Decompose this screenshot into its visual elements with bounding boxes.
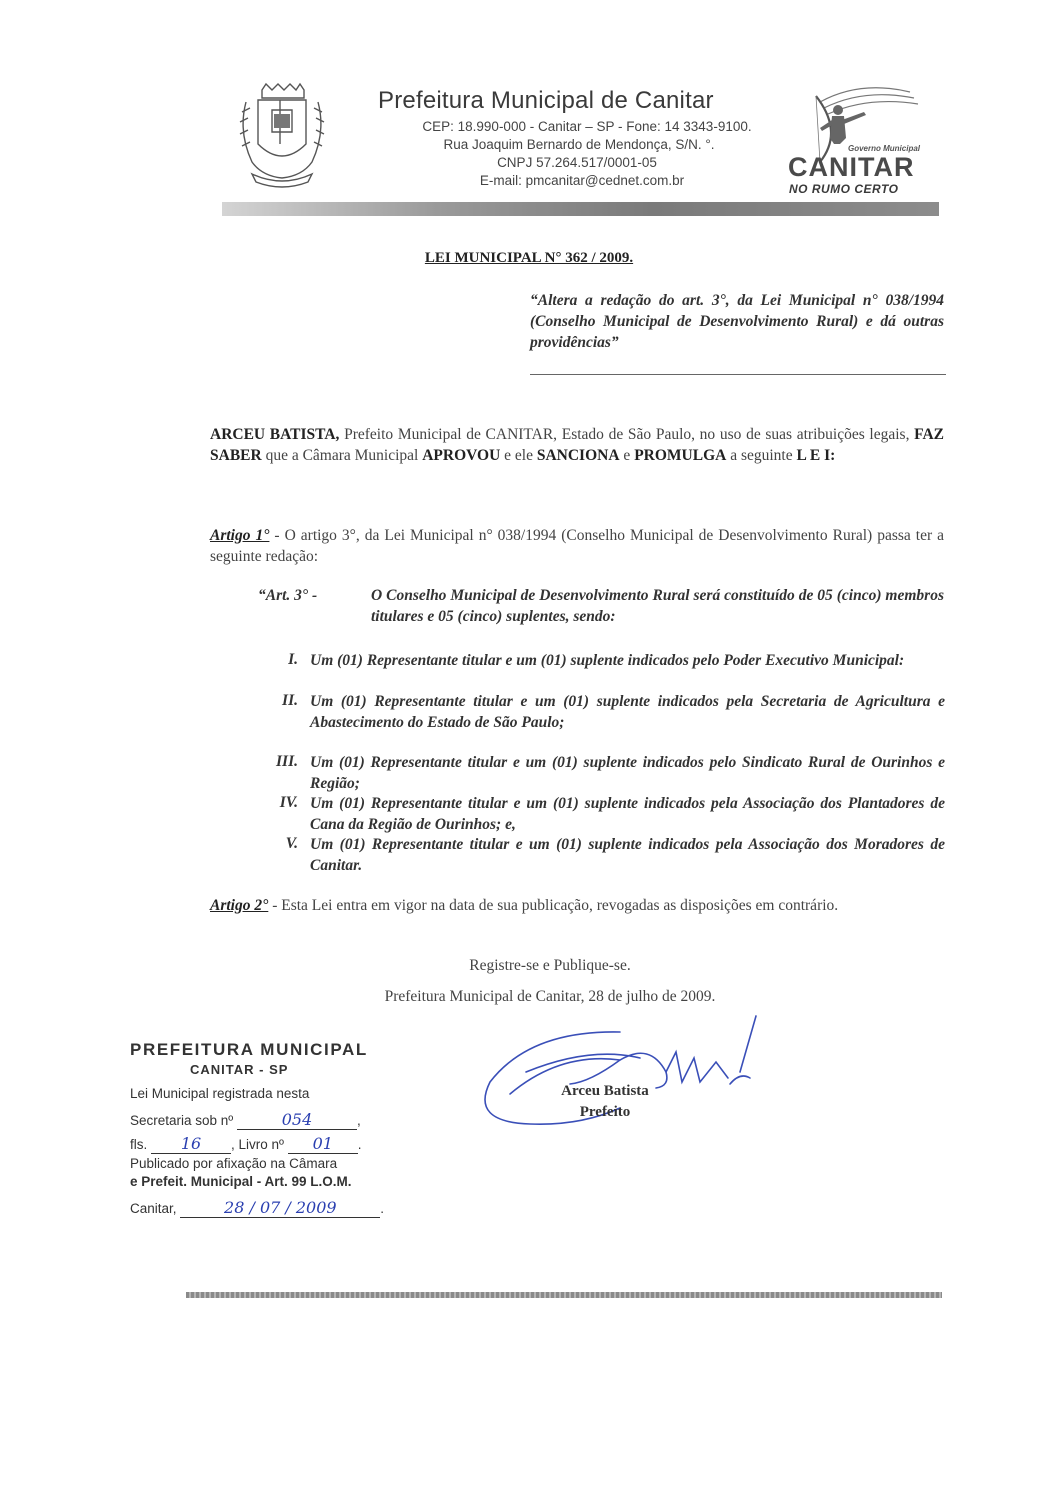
faz-saber: FAZ SABER (210, 426, 944, 464)
item-numeral: IV. (279, 794, 298, 811)
stamp-line: fls. 16 , Livro nº 01 . (130, 1134, 362, 1153)
promulga: PROMULGA (634, 446, 727, 464)
preamble-text: que a Câmara Municipal (261, 446, 423, 464)
item-numeral: III. (276, 753, 298, 770)
footer-divider (186, 1292, 942, 1298)
stamp-field (180, 1198, 380, 1218)
handwritten-register-number: 054 (281, 1110, 313, 1129)
lei-label: L E I: (796, 446, 836, 464)
item-text: Um (01) Representante titular e um (01) suplente indicados pela Associação dos Moradores de Canitar. (310, 836, 945, 874)
stamp-city: CANITAR - SP (190, 1062, 289, 1077)
preamble-text: Prefeito Municipal de CANITAR, Estado de São Paulo, no uso de suas atribuições legais, (339, 426, 915, 443)
aprovou: APROVOU (422, 446, 501, 464)
stamp-line: Canitar, 28 / 07 / 2009 . (130, 1198, 385, 1217)
header-address-line2: Rua Joaquim Bernardo de Mendonça, S/N. °. (443, 137, 715, 152)
logo-slogan: NO RUMO CERTO (789, 182, 899, 196)
artigo-2-text: - Esta Lei entra em vigor na data de sua publicação, revogadas as disposições em contrário. (268, 897, 839, 914)
header-email: E-mail: pmcanitar@cednet.com.br (479, 173, 685, 188)
stamp-field (288, 1134, 358, 1154)
stamp-title: PREFEITURA MUNICIPAL (130, 1040, 368, 1059)
handwritten-book: 01 (312, 1134, 333, 1153)
mayor-name: ARCEU BATISTA, (210, 426, 340, 443)
stamp-line: Secretaria sob nº 054 , (130, 1110, 361, 1129)
header-cnpj: CNPJ 57.264.517/0001-05 (497, 155, 657, 170)
stamp-label: Secretaria sob nº (130, 1113, 234, 1128)
header-address-line1: CEP: 18.990-000 - Canitar – SP - Fone: 14 3343-9100. (422, 119, 752, 134)
header-title: Prefeitura Municipal de Canitar (378, 87, 714, 114)
item-numeral: I. (288, 651, 298, 668)
stamp-label: Canitar, (130, 1201, 177, 1216)
stamp-field (237, 1110, 357, 1130)
logo-gov-text: Governo Municipal (848, 144, 921, 153)
signatory-role: Prefeito (579, 1104, 631, 1120)
item-text: Um (01) Representante titular e um (01) suplente indicados pelo Sindicato Rural de Ourinhos e Região; (310, 754, 945, 792)
stamp-label: , Livro nº (231, 1137, 284, 1152)
law-title: LEI MUNICIPAL N° 362 / 2009. (424, 250, 634, 266)
preamble-text: e ele (500, 446, 537, 464)
summary-underline (530, 374, 946, 375)
item-numeral: II. (282, 692, 298, 709)
artigo-2-label: Artigo 2° (210, 897, 269, 914)
sanciona: SANCIONA (536, 446, 620, 464)
preamble-text: e (619, 446, 635, 464)
logo-name: CANITAR (788, 152, 915, 182)
artigo-1-label: Artigo 1° (210, 527, 270, 544)
handwritten-date: 28 / 07 / 2009 (224, 1198, 337, 1217)
handwritten-folio: 16 (180, 1134, 202, 1153)
art3-lead: “Art. 3° - (258, 587, 318, 604)
art3-body: O Conselho Municipal de Desenvolvimento Rural será constituído de 05 (cinco) membros titulares e 05 (cinco) suplentes, sendo: (371, 587, 944, 625)
item-text: Um (01) Representante titular e um (01) suplente indicados pelo Poder Executivo Municipal: (310, 652, 905, 669)
item-text: Um (01) Representante titular e um (01) suplente indicados pela Associação dos Plantadores de Cana da Região de Ourinhos; e, (310, 795, 945, 833)
item-text: Um (01) Representante titular e um (01) suplente indicados pela Secretaria de Agricultura e Abastecimento do Estado de São Paulo; (310, 693, 945, 731)
artigo-1 (210, 526, 944, 567)
artigo-2 (210, 896, 944, 917)
stamp-field (151, 1134, 231, 1154)
coat-of-arms-icon (232, 82, 330, 190)
stamp-line: Lei Municipal registrada nesta (130, 1086, 310, 1101)
preamble-text: a seguinte (726, 446, 797, 464)
law-summary: “Altera a redação do art. 3°, da Lei Municipal n° 038/1994 (Conselho Municipal de Desenvolvimento Rural) e dá outras providências” (530, 292, 944, 351)
place-date: Prefeitura Municipal de Canitar, 28 de julho de 2009. (384, 988, 716, 1005)
registre-line: Registre-se e Publique-se. (469, 957, 631, 974)
stamp-line: e Prefeit. Municipal - Art. 99 L.O.M. (130, 1174, 352, 1189)
signatory-name: Arceu Batista (561, 1083, 649, 1099)
artigo-1-text: - O artigo 3°, da Lei Municipal n° 038/1994 (Conselho Municipal de Desenvolvimento Rural) passa ter a seguinte redação: (210, 527, 944, 565)
stamp-line: Publicado por afixação na Câmara (130, 1156, 338, 1171)
preamble (210, 425, 944, 466)
header-divider (222, 202, 939, 216)
item-numeral: V. (285, 835, 298, 852)
stamp-label: fls. (130, 1137, 148, 1152)
